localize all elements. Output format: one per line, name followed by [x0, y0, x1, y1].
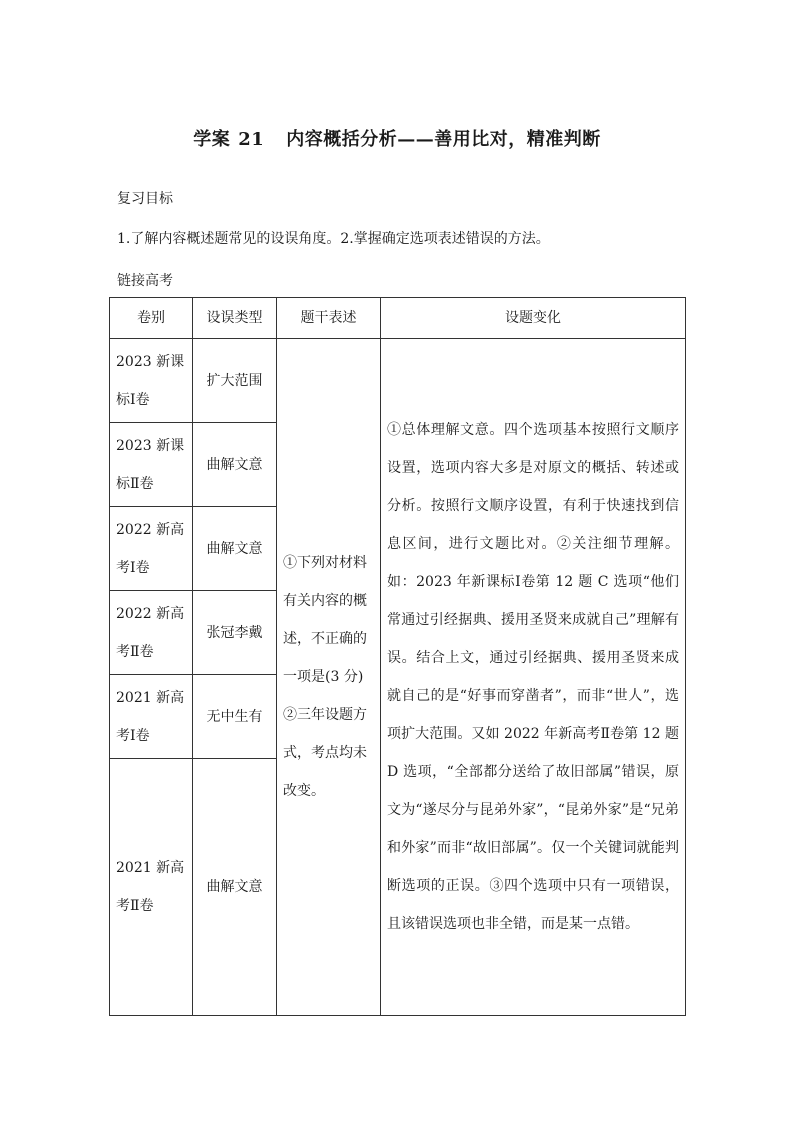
page-title — [0, 125, 794, 151]
stem-cell: ①下列对材料有关内容的概述，不正确的一项是(3 分) ②三年设题方式，考点均未改变。 — [277, 339, 381, 1016]
title-number: 21 — [238, 129, 265, 150]
header-type: 设误类型 — [193, 298, 277, 339]
paper-cell: 2022 新高考Ⅰ卷 — [110, 507, 193, 591]
review-heading: 复习目标 — [117, 191, 173, 207]
change-cell: ①总体理解文意。四个选项基本按照行文顺序设置，选项内容大多是对原文的概括、转述或分析。按照行文顺序设置，有利于快速找到信息区间，进行文题比对。②关注细节理解。如：2023 年新课标Ⅰ卷第 12 题 C 选项“他们常通过引经据典、援用圣贤来成就自己”理解有误。结合上文，通过引经据典、援用圣贤来成就自己的是“好事而穿凿者”，而非“世人”，选项扩大范围。又如 2022 年新高考Ⅱ卷第 12 题 D 选项，“全部都分送给了故旧部属”错误，原文为“遂尽分与昆弟外家”，“昆弟外家”是“兄弟和外家”而非“故旧部属”。仅一个关键词就能判断选项的正误。③四个选项中只有一项错误，且该错误选项也非全错，而是某一点错。 — [381, 339, 686, 1016]
paper-cell: 2023 新课标Ⅰ卷 — [110, 339, 193, 423]
type-cell: 张冠李戴 — [193, 591, 277, 675]
title-prefix: 学案 — [193, 129, 231, 150]
paper-cell: 2023 新课标Ⅱ卷 — [110, 423, 193, 507]
type-cell: 曲解文意 — [193, 423, 277, 507]
header-stem: 题干表述 — [277, 298, 381, 339]
paper-cell: 2022 新高考Ⅱ卷 — [110, 591, 193, 675]
title-text: 内容概括分析——善用比对，精准判断 — [286, 129, 601, 150]
paper-cell: 2021 新高考Ⅰ卷 — [110, 675, 193, 759]
header-paper: 卷别 — [110, 298, 193, 339]
link-heading: 链接高考 — [117, 273, 173, 289]
review-goals: 1.了解内容概述题常见的设误角度。2.掌握确定选项表述错误的方法。 — [117, 231, 550, 247]
type-cell: 无中生有 — [193, 675, 277, 759]
header-change: 设题变化 — [381, 298, 686, 339]
table-header-row — [110, 298, 686, 339]
paper-cell: 2021 新高考Ⅱ卷 — [110, 759, 193, 1016]
type-cell: 曲解文意 — [193, 507, 277, 591]
type-cell: 曲解文意 — [193, 759, 277, 1016]
exam-table — [109, 297, 686, 1016]
table-row — [110, 339, 686, 423]
type-cell: 扩大范围 — [193, 339, 277, 423]
